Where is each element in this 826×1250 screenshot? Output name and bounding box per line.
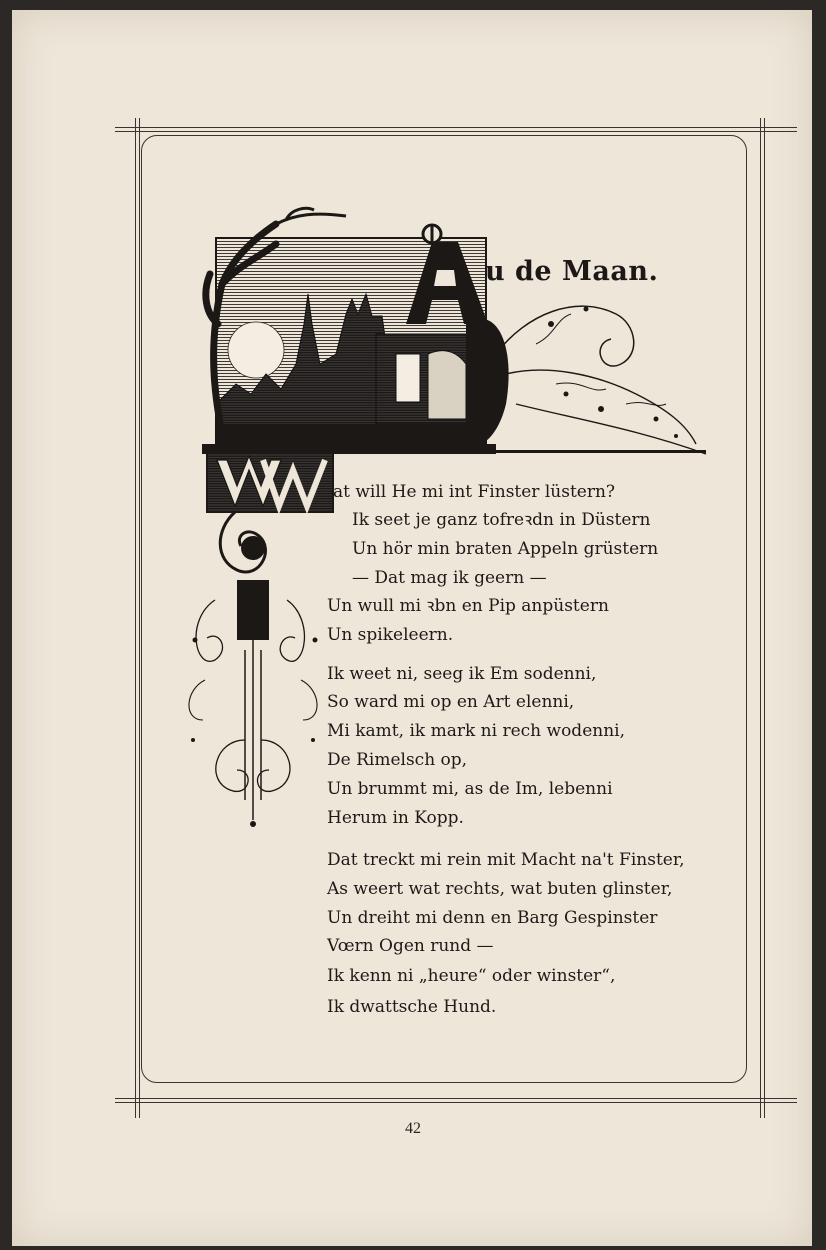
right-rule-inner xyxy=(764,118,765,1118)
poem-line: As weert wat rechts, wat buten glinster, xyxy=(327,879,673,899)
poem-line: Ik seet je ganz tofreꝛdn in Düstern xyxy=(352,510,651,530)
poem-line: Un brummt mi, as de Im, lebenni xyxy=(327,779,613,799)
poem-line: Herum in Kopp. xyxy=(327,808,464,828)
page-number: 42 xyxy=(405,1120,421,1137)
poem-line: — Dat mag ik geern — xyxy=(352,568,547,588)
poem-line: Un dreiht mi denn en Barg Gespinster xyxy=(327,908,658,928)
poem-line: Dat treckt mi rein mit Macht na't Finster, xyxy=(327,850,685,870)
bottom-rule-outer xyxy=(115,1098,797,1099)
poem-line: De Rimelsch op, xyxy=(327,750,468,770)
top-rule-outer xyxy=(115,127,797,128)
ornamental-initial-W xyxy=(175,440,335,830)
bottom-rule-inner xyxy=(115,1102,797,1103)
poem-line: Ik kenn ni „heure“ oder winster“, xyxy=(327,966,616,986)
poem-line: So ward mi op en Art elenni, xyxy=(327,692,575,712)
poem-line: Un spikeleern. xyxy=(327,625,454,645)
poem-line: at will He mi int Finster lüstern? xyxy=(333,482,616,502)
poem-line: Ik weet ni, seeg ik Em sodenni, xyxy=(327,664,597,684)
poem-title: u de Maan. xyxy=(485,256,659,287)
top-rule-inner xyxy=(115,131,797,132)
title-initial-A xyxy=(400,220,494,332)
poem-line: Vœrn Ogen rund — xyxy=(327,936,494,956)
left-rule-outer xyxy=(135,118,136,1118)
poem-line: Mi kamt, ik mark ni rech wodenni, xyxy=(327,721,625,741)
left-rule-inner xyxy=(139,118,140,1118)
right-rule-outer xyxy=(760,118,761,1118)
moon-icon xyxy=(228,322,284,378)
poem-line: Un hör min braten Appeln grüstern xyxy=(352,539,659,559)
poem-line: Un wull mi ꝛbn en Pip anpüstern xyxy=(327,596,609,616)
poem-line: Ik dwattsche Hund. xyxy=(327,997,497,1017)
